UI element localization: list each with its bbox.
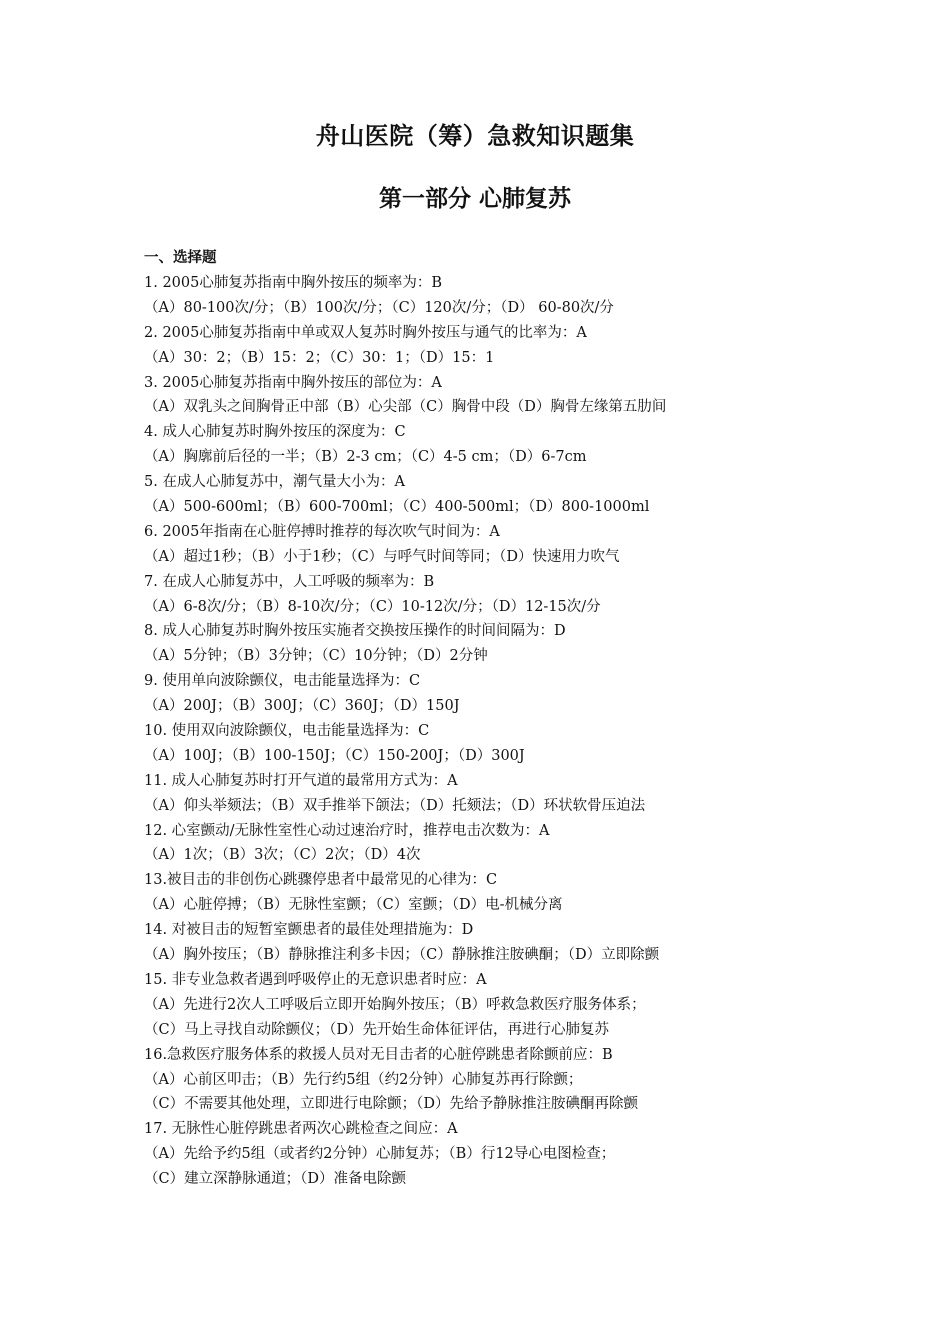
question-text: 3. 2005心肺复苏指南中胸外按压的部位为：A (144, 374, 442, 391)
question-item (144, 570, 824, 620)
answer-options: （A）6-8次/分；（B）8-10次/分；（C）10-12次/分；（D）12-15次/分 (144, 598, 601, 615)
question-text: 6. 2005年指南在心脏停搏时推荐的每次吹气时间为：A (144, 523, 500, 540)
question-item (144, 470, 824, 520)
answer-options: （A）5分钟；（B）3分钟；（C）10分钟；（D）2分钟 (144, 648, 488, 665)
answer-options: （A）200J；（B）300J；（C）360J；（D）150J (144, 698, 460, 715)
document-title: 舟山医院（筹）急救知识题集 (315, 122, 635, 150)
question-item (144, 669, 824, 719)
part-title: 第一部分 心肺复苏 (378, 186, 571, 212)
answer-options: （A）80-100次/分；（B）100次/分；（C）120次/分；（D） 60-80次/分 (144, 299, 614, 316)
question-item (144, 918, 824, 968)
question-item (144, 371, 824, 421)
question-text: 17. 无脉性心脏停跳患者两次心跳检查之间应：A (144, 1121, 458, 1138)
answer-options: （A）先给予约5组（或者约2分钟）心肺复苏；（B）行12导心电图检查； (144, 1146, 616, 1163)
question-item (144, 819, 824, 869)
question-item (144, 719, 824, 769)
answer-options: （A）先进行2次人工呼吸后立即开始胸外按压；（B）呼救急救医疗服务体系； (144, 996, 646, 1013)
question-text: 12. 心室颤动/无脉性室性心动过速治疗时，推荐电击次数为：A (144, 822, 550, 839)
answer-options: （A）仰头举颏法；（B）双手推举下颌法；（D）托颏法；（D）环状软骨压迫法 (144, 797, 646, 814)
question-text: 9. 使用单向波除颤仪，电击能量选择为：C (144, 673, 421, 690)
answer-options: （A）双乳头之间胸骨正中部（B）心尖部（C）胸骨中段（D）胸骨左缘第五肋间 (144, 399, 667, 416)
answer-options: （A）心脏停搏；（B）无脉性室颤；（C）室颤；（D）电-机械分离 (144, 897, 563, 914)
answer-options: （A）心前区叩击；（B）先行约5组（约2分钟）心肺复苏再行除颤； (144, 1071, 583, 1088)
question-item (144, 619, 824, 669)
question-text: 5. 在成人心肺复苏中，潮气量大小为：A (144, 474, 405, 491)
question-text: 8. 成人心肺复苏时胸外按压实施者交换按压操作的时间间隔为：D (144, 623, 566, 640)
question-text: 10. 使用双向波除颤仪，电击能量选择为：C (144, 723, 430, 740)
answer-options: （C）建立深静脉通道；（D）准备电除颤 (144, 1171, 406, 1188)
question-item (144, 1043, 824, 1118)
question-text: 11. 成人心肺复苏时打开气道的最常用方式为：A (144, 772, 458, 789)
question-item (144, 868, 824, 918)
answer-options: （A）超过1秒；（B）小于1秒；（C）与呼气时间等同；（D）快速用力吹气 (144, 548, 620, 565)
answer-options: （C）不需要其他处理，立即进行电除颤；（D）先给予静脉推注胺碘酮再除颤 (144, 1096, 638, 1113)
question-text: 2. 2005心肺复苏指南中单或双人复苏时胸外按压与通气的比率为：A (144, 324, 587, 341)
question-text: 1. 2005心肺复苏指南中胸外按压的频率为：B (144, 275, 442, 291)
answer-options: （A）30：2；（B）15：2；（C）30：1；（D）15：1 (144, 349, 495, 366)
answer-options: （A）胸廓前后径的一半；（B）2-3 cm；（C）4-5 cm；（D）6-7cm (144, 449, 587, 466)
answer-options: （A）胸外按压；（B）静脉推注利多卡因；（C）静脉推注胺碘酮；（D）立即除颤 (144, 947, 660, 964)
section-heading: 一、选择题 (144, 250, 217, 266)
answer-options: （A）100J；（B）100-150J；（C）150-200J；（D）300J (144, 747, 525, 764)
question-list (144, 271, 824, 1192)
answer-options: （A）1次；（B）3次；（C）2次；（D）4次 (144, 847, 421, 864)
question-item (144, 271, 824, 321)
answer-options: （C）马上寻找自动除颤仪；（D）先开始生命体征评估，再进行心肺复苏 (144, 1021, 609, 1038)
document-body (144, 246, 824, 1192)
answer-options: （A）500-600ml；（B）600-700ml；（C）400-500ml；（D）800-1000ml (144, 499, 650, 516)
question-text: 13.被目击的非创伤心跳骤停患者中最常见的心律为：C (144, 872, 498, 889)
question-item (144, 968, 824, 1043)
question-text: 7. 在成人心肺复苏中，人工呼吸的频率为：B (144, 573, 435, 590)
question-text: 16.急救医疗服务体系的救援人员对无目击者的心脏停跳患者除颤前应：B (144, 1046, 613, 1063)
question-text: 15. 非专业急救者遇到呼吸停止的无意识患者时应：A (144, 971, 487, 988)
question-item (144, 769, 824, 819)
question-item (144, 420, 824, 470)
question-item (144, 1117, 824, 1192)
question-text: 4. 成人心肺复苏时胸外按压的深度为：C (144, 424, 406, 441)
question-item (144, 520, 824, 570)
question-item (144, 321, 824, 371)
question-text: 14. 对被目击的短暂室颤患者的最佳处理措施为：D (144, 922, 474, 939)
